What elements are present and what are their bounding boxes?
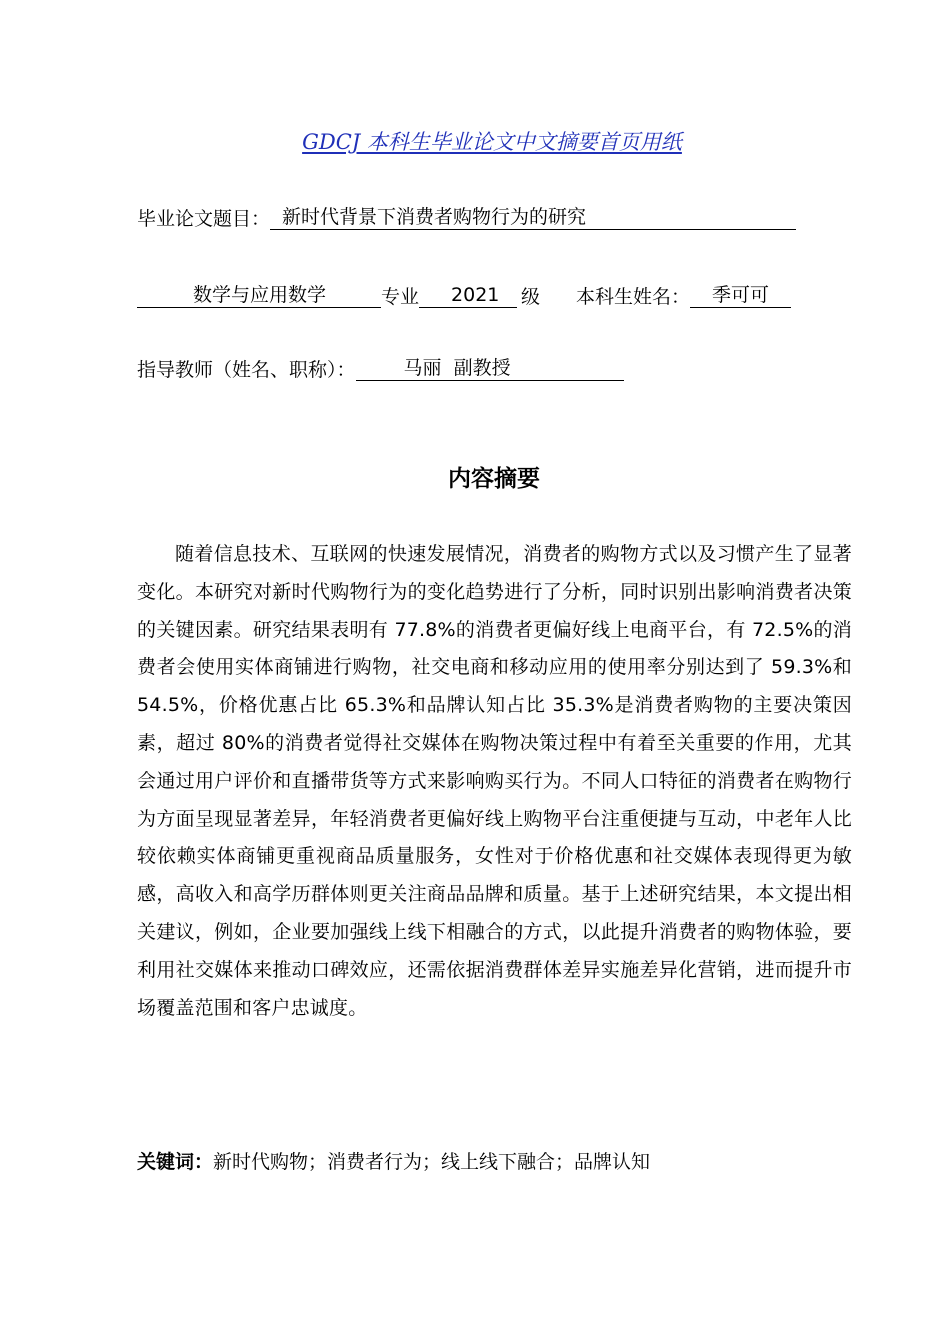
grade-value: 2021: [451, 284, 500, 306]
grade-label: 级: [521, 286, 541, 308]
abstract-paragraph: 随着信息技术、互联网的快速发展情况，消费者的购物方式以及习惯产生了显著变化。本研究对新时代购物行为的变化趋势进行了分析，同时识别出影响消费者决策的关键因素。研究结果表明有 77.8%的消费者更偏好线上电商平台，有 72.5%的消费者会使用实体商铺进行购物，社交电商和移动应用的使用率分别达到了 59.3%和 54.5%，价格优惠占比 65.3%和品牌认知占比 35.3%是消费者购物的主要决策因素，超过 80%的消费者觉得社交媒体在购物决策过程中有着至关重要的作用，尤其会通过用户评价和直播带货等方式来影响购买行为。不同人口特征的消费者在购物行为方面呈现显著差异，年轻消费者更偏好线上购物平台注重便捷与互动，中老年人比较依赖实体商铺更重视商品质量服务，女性对于价格优惠和社交媒体表现得更为敏感，高收入和高学历群体则更关注商品品牌和质量。基于上述研究结果，本文提出相关建议，例如，企业要加强线上线下相融合的方式，以此提升消费者的购物体验，要利用社交媒体来推动口碑效应，还需依据消费群体差异实施差异化营销，进而提升市场覆盖范围和客户忠诚度。: [137, 543, 852, 1019]
thesis-title-value: 新时代背景下消费者购物行为的研究: [282, 206, 587, 228]
advisor-label: 指导教师（姓名、职称）：: [137, 359, 356, 381]
grade-field: [419, 282, 517, 308]
thesis-title-label: 毕业论文题目：: [137, 208, 271, 230]
advisor-value: 马丽 副教授: [403, 357, 511, 379]
student-info-row: [137, 282, 791, 312]
advisor-field: [356, 355, 624, 381]
keywords-label: 关键词：: [137, 1151, 214, 1173]
major-field: [137, 282, 381, 308]
keywords-row: [137, 1147, 650, 1174]
student-name-field: [690, 282, 791, 308]
abstract-body: [137, 536, 852, 1027]
keywords-value: 新时代购物；消费者行为；线上线下融合；品牌认知: [213, 1151, 651, 1173]
thesis-title-field: [270, 204, 796, 230]
abstract-heading: 内容摘要: [448, 466, 540, 492]
page-header-title[interactable]: GDCJ 本科生毕业论文中文摘要首页用纸: [302, 130, 682, 154]
major-label: 专业: [381, 286, 420, 308]
student-name-value: 季可可: [712, 284, 770, 306]
major-value: 数学与应用数学: [193, 284, 327, 306]
student-name-label: 本科生姓名：: [576, 286, 691, 308]
advisor-row: [137, 355, 624, 385]
thesis-title-row: [137, 204, 796, 234]
